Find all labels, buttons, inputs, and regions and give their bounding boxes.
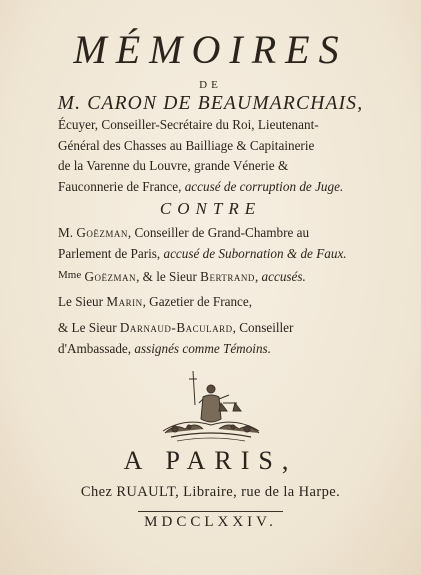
madame-prefix: Mme (58, 269, 82, 281)
author-title-line: de la Varenne du Louvre, grande Vénerie & (58, 158, 289, 173)
madame-comma: , (254, 269, 259, 284)
imprint-place: A PARIS, (123, 446, 298, 475)
goezman-entry (58, 223, 386, 264)
page-title: MÉMOIRES (73, 27, 348, 72)
marin-prefix: Le Sieur (58, 294, 104, 309)
darnaud-ambassade: d'Ambassade, (58, 340, 132, 356)
author-title-line: Écuyer, Conseiller-Secrétaire du Roi, Lieutenant- (58, 117, 319, 132)
marin-name: Marin (106, 294, 143, 309)
author-accusation: accusé de corruption de Juge. (184, 178, 344, 194)
author-titles (58, 115, 386, 197)
publisher-address: , Libraire, rue de la Harpe. (175, 484, 341, 500)
author-title-line: Général des Chasses au Bailliage & Capitainerie (58, 137, 315, 153)
imprint-divider (138, 511, 283, 512)
goezman-prefix: M. (58, 225, 74, 240)
goezman-accusation: accusé de Subornation & de Faux. (163, 245, 347, 261)
goezman-role: , Conseiller de Grand-Chambre au (127, 225, 310, 240)
madame-entry (58, 265, 386, 288)
madame-accusation: accusés. (261, 269, 306, 284)
marin-role: , Gazetier de France, (142, 294, 253, 309)
darnaud-witnesses: assignés comme Témoins. (134, 340, 271, 356)
contre-heading: CONTRE (159, 199, 262, 218)
madame-name: Goëzman (84, 269, 137, 284)
madame-middle: , & le Sieur (136, 269, 197, 284)
publisher-prefix: Chez (80, 484, 113, 500)
darnaud-entry (58, 318, 386, 359)
imprint-year: MDCCLXXIV. (144, 514, 277, 530)
imprint-publisher (0, 484, 421, 501)
goezman-name: Goëzman (76, 225, 128, 240)
publisher-name: RUAULT (116, 484, 176, 500)
author-last-line: Fauconnerie de France, (58, 178, 182, 194)
goezman-parlement: Parlement de Paris, (58, 245, 161, 261)
darnaud-prefix: & Le Sieur (58, 320, 117, 335)
darnaud-role: , Conseiller (232, 320, 294, 335)
title-de: DE (199, 79, 222, 91)
darnaud-name: Darnaud-Baculard (119, 320, 233, 335)
justice-figure-vignette-icon (155, 367, 267, 449)
bertrand-name: Bertrand (200, 269, 255, 284)
marin-entry (58, 292, 386, 313)
author-title-line (58, 177, 386, 198)
author-name: M. CARON DE BEAUMARCHAIS, (57, 93, 364, 114)
